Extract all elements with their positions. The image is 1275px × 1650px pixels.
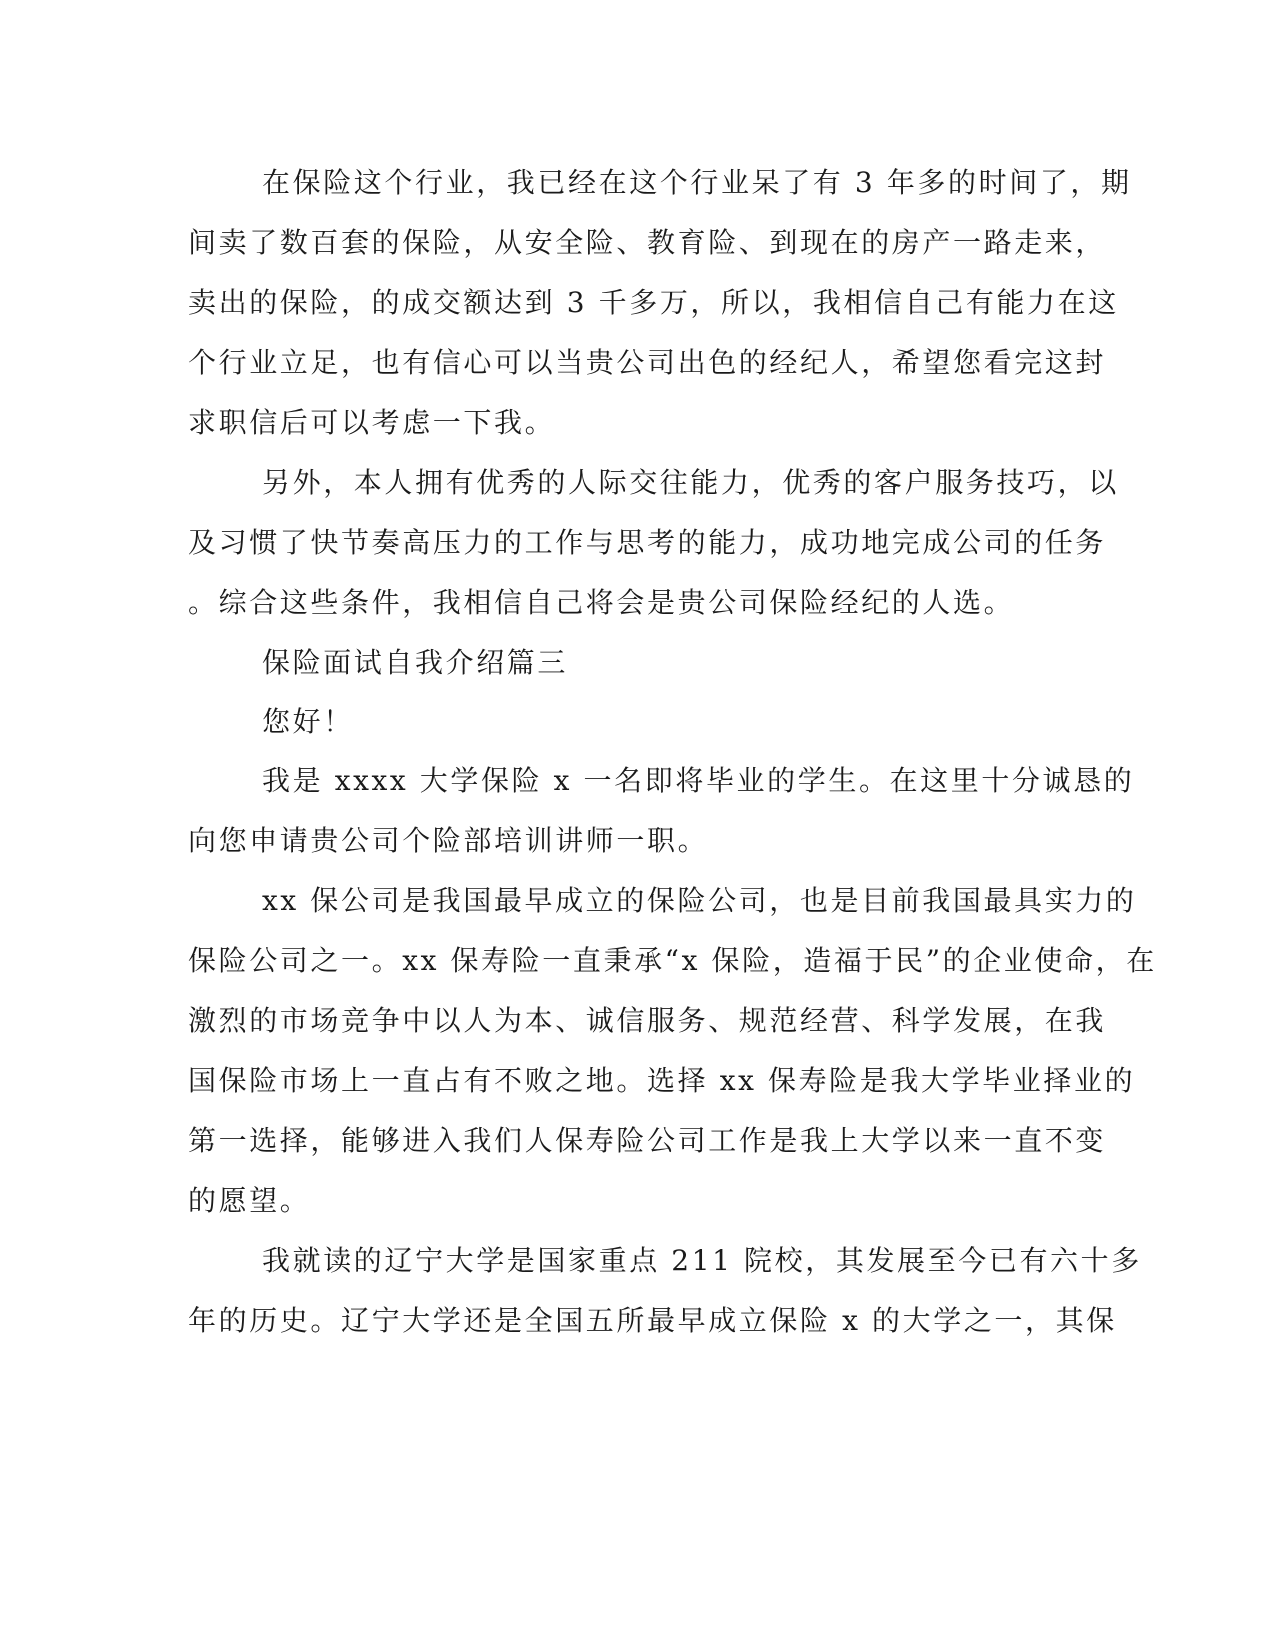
text-line: 向您申请贵公司个险部培训讲师一职。 (188, 824, 709, 857)
text-line: 激烈的市场竞争中以人为本、诚信服务、规范经营、科学发展，在我 (188, 1004, 1107, 1037)
greeting (188, 699, 1088, 758)
text-line: 。综合这些条件，我相信自己将会是贵公司保险经纪的人选。 (188, 586, 1015, 619)
text-line: 保险公司之一。xx 保寿险一直秉承“x 保险，造福于民”的企业使命，在 (188, 944, 1157, 977)
text-line: 卖出的保险，的成交额达到 3 千多万，所以，我相信自己有能力在这 (188, 286, 1119, 319)
text-line: 第一选择，能够进入我们人保寿险公司工作是我上大学以来一直不变 (188, 1124, 1107, 1157)
paragraph-university (188, 1238, 1142, 1358)
text-line: xx 保公司是我国最早成立的保险公司，也是目前我国最具实力的 (262, 884, 1137, 917)
paragraph-introduction (188, 758, 1135, 878)
paragraph-insurance-experience (188, 160, 1132, 460)
text-line: 间卖了数百套的保险，从安全险、教育险、到现在的房产一路走来， (188, 226, 1107, 259)
document-body (188, 160, 1157, 1358)
section-title: 保险面试自我介绍篇三 (262, 646, 569, 679)
text-line: 我是 xxxx 大学保险 x 一名即将毕业的学生。在这里十分诚恳的 (262, 764, 1135, 797)
text-line: 个行业立足，也有信心可以当贵公司出色的经纪人，希望您看完这封 (188, 346, 1107, 379)
paragraph-company (188, 878, 1157, 1238)
text-line: 的愿望。 (188, 1184, 311, 1217)
text-line: 在保险这个行业，我已经在这个行业呆了有 3 年多的时间了，期 (262, 166, 1132, 199)
text-line: 另外，本人拥有优秀的人际交往能力，优秀的客户服务技巧，以 (262, 466, 1119, 499)
text-line: 及习惯了快节奏高压力的工作与思考的能力，成功地完成公司的任务 (188, 526, 1107, 559)
section-heading (188, 640, 1088, 699)
text-line: 年的历史。辽宁大学还是全国五所最早成立保险 x 的大学之一，其保 (188, 1304, 1117, 1337)
text-line: 求职信后可以考虑一下我。 (188, 406, 556, 439)
paragraph-skills (188, 460, 1119, 640)
text-line: 我就读的辽宁大学是国家重点 211 院校，其发展至今已有六十多 (262, 1244, 1142, 1277)
text-line: 国保险市场上一直占有不败之地。选择 xx 保寿险是我大学毕业择业的 (188, 1064, 1136, 1097)
greeting-text: 您好！ (262, 705, 354, 738)
